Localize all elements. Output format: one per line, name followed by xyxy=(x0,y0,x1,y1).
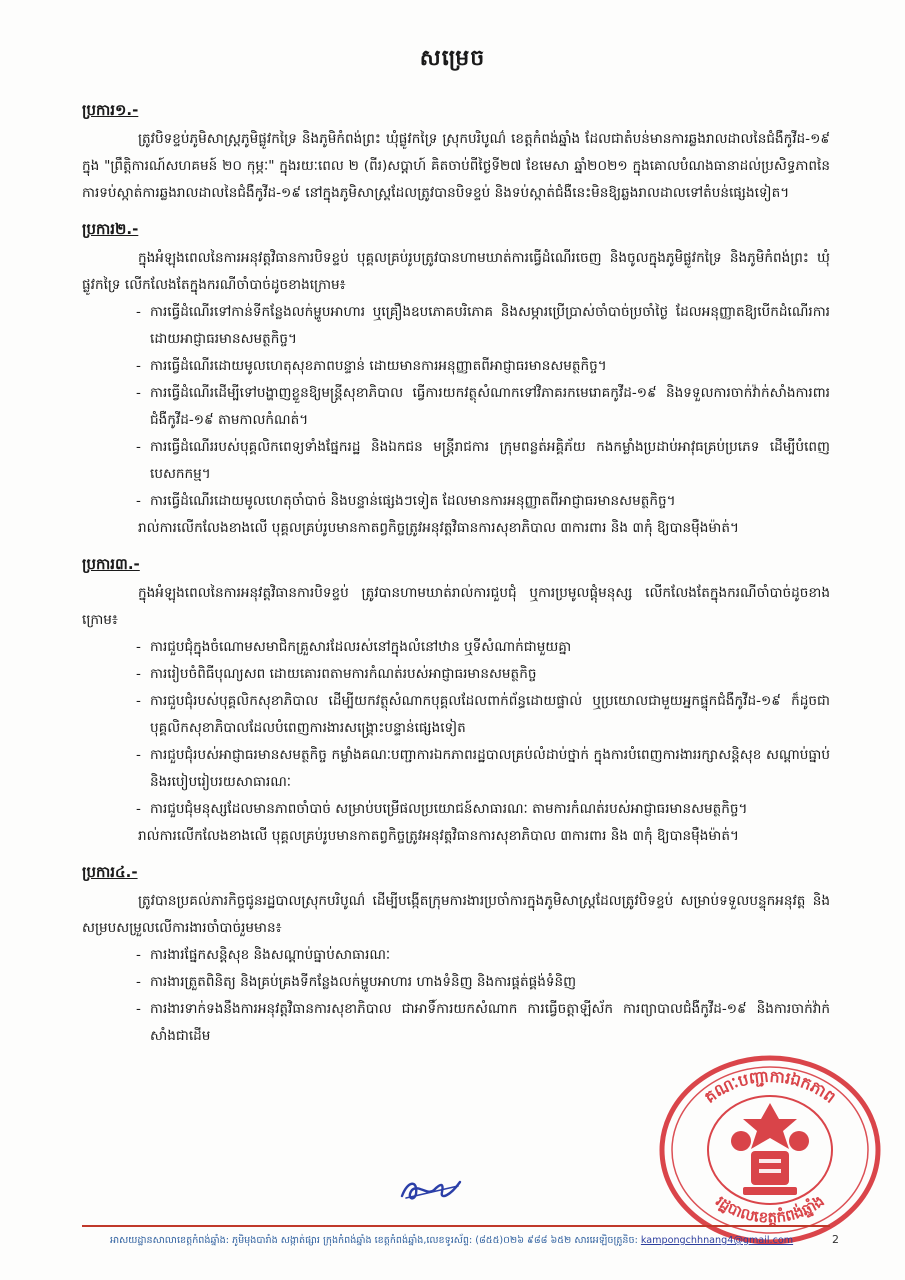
list-item: - ការធ្វើដំណើរដើម្បីទៅបង្ហាញខ្លួនឱ្យមន្ត្រីសុខាភិបាល ធ្វើការយកវត្ថុសំណាកទៅវិភាគរកមេរោគកូវីដ-១៩ និងទទួលការចាក់វ៉ាក់សាំងការពារជំងឺកូវីដ-១៩ តាមកាលកំណត់។ xyxy=(136,380,830,434)
list-item: - ការធ្វើដំណើរដោយមូលហេតុចាំបាច់ និងបន្ទាន់ផ្សេងៗទៀត ដែលមានការអនុញ្ញាតពីអាជ្ញាធរមានសមត្ថកិច្ច។ xyxy=(136,488,830,515)
document-body xyxy=(82,92,830,1060)
article-4 xyxy=(82,860,830,1050)
task-list xyxy=(82,942,830,1050)
footer-email-link[interactable]: kampongchhnang4@gmail.com xyxy=(640,1235,794,1246)
footer-address: អាសយដ្ឋានសាលាខេត្តកំពង់ឆ្នាំង: ភូមិមុងបារាំង សង្កាត់ផ្សារ ក្រុងកំពង់ឆ្នាំង ខេត្តកំពង់ឆ្នាំង,លេខទូរស័ព្ទ: (៨៥៥)០២៦ ៩៨៨ ៦៥២ សារអេឡិចត្រូនិច: xyxy=(110,1235,638,1246)
list-item: - ការជួបជុំរបស់អាជ្ញាធរមានសមត្ថកិច្ច កម្លាំងគណៈបញ្ជាការឯកភាពរដ្ឋបាលគ្រប់លំដាប់ថ្នាក់ ក្នុងការបំពេញការងាររក្សាសន្តិសុខ សណ្តាប់ធ្នាប់ និងរបៀបរៀបរយសាធារណៈ xyxy=(136,742,830,796)
page-number: 2 xyxy=(832,1233,839,1246)
official-seal-icon xyxy=(655,1045,885,1245)
svg-text:រដ្ឋបាលខេត្តកំពង់ឆ្នាំង xyxy=(712,1192,827,1227)
list-item: - ការជួបជុំក្នុងចំណោមសមាជិកគ្រួសារដែលរស់នៅក្នុងលំនៅឋាន ឬទីសំណាក់ជាមួយគ្នា xyxy=(136,634,830,661)
list-item: - ការជួបជុំរបស់បុគ្គលិកសុខាភិបាល ដើម្បីយកវត្ថុសំណាកបុគ្គលដែលពាក់ព័ន្ធដោយផ្ទាល់ ឬប្រយោលជាមួយអ្នកផ្ទុកជំងឺកូវីដ-១៩ ក៏ដូចជាបុគ្គលិកសុខាភិបាលដែលបំពេញការងារសង្គ្រោះបន្ទាន់ផ្សេងទៀត xyxy=(136,688,830,742)
seal-bottom-text: រដ្ឋបាលខេត្តកំពង់ឆ្នាំង xyxy=(712,1191,828,1227)
list-item: - ការងារទាក់ទងនឹងការអនុវត្តវិធានការសុខាភិបាល ជាអាទិ៍ការយកសំណាក ការធ្វើចត្តាឡីស័ក ការព្យាបាលជំងឺកូវីដ-១៩ និងការចាក់វ៉ាក់សាំងជាដើម xyxy=(136,996,830,1050)
article-heading: ប្រការ២.- xyxy=(82,220,139,238)
footer-divider xyxy=(82,1225,830,1227)
article-paragraph: ក្នុងអំឡុងពេលនៃការអនុវត្តវិធានការបិទខ្ទប់ បុគ្គលគ្រប់រូបត្រូវបានហាមឃាត់ការធ្វើដំណើរចេញ និងចូលក្នុងភូមិផ្លូវកទ្រៃ និងភូមិកំពង់ព្រះ ឃុំផ្លូវកទ្រៃ លើកលែងតែក្នុងករណីចាំបាច់ដូចខាងក្រោម៖ xyxy=(82,250,830,293)
article-heading: ប្រការ១.- xyxy=(82,101,139,119)
list-item: - ការធ្វើដំណើរទៅកាន់ទីកន្លែងលក់ម្ហូបអាហារ ឬគ្រឿងឧបភោគបរិភោគ និងសម្ភារប្រើប្រាស់ចាំបាច់ប្រចាំថ្ងៃ ដែលអនុញ្ញាតឱ្យបើកដំណើរការដោយអាជ្ញាធរមានសមត្ថកិច្ច។ xyxy=(136,299,830,353)
signature-icon xyxy=(398,1174,468,1204)
list-item: - ការងារត្រួតពិនិត្យ និងគ្រប់គ្រងទីកន្លែងលក់ម្ហូបអាហារ ហាងទំនិញ និងការផ្គត់ផ្គង់ទំនិញ xyxy=(136,969,830,996)
article-paragraph: ត្រូវបានប្រគល់ភារកិច្ចជូនរដ្ឋបាលស្រុកបរិបូណ៌ ដើម្បីបង្កើតក្រុមការងារប្រចាំការក្នុងភូមិសាស្ត្រដែលត្រូវបិទខ្ទប់ សម្រាប់ទទួលបន្ទុកអនុវត្ត និងសម្របសម្រួលលើការងារចាំបាច់រួមមាន៖ xyxy=(82,893,830,936)
list-item: - ការរៀបចំពិធីបុណ្យសព ដោយគោរពតាមការកំណត់របស់អាជ្ញាធរមានសមត្ថកិច្ច xyxy=(136,661,830,688)
article-1 xyxy=(82,98,830,207)
article-heading: ប្រការ៣.- xyxy=(82,555,140,573)
footer xyxy=(110,1234,830,1248)
article-paragraph: ក្នុងអំឡុងពេលនៃការអនុវត្តវិធានការបិទខ្ទប់ ត្រូវបានហាមឃាត់រាល់ការជួបជុំ ឬការប្រមូលផ្តុំមនុស្ស លើកលែងតែក្នុងករណីចាំបាច់ដូចខាងក្រោម៖ xyxy=(82,585,830,628)
article-3 xyxy=(82,552,830,850)
article-paragraph: ត្រូវបិទខ្ទប់ភូមិសាស្ត្រភូមិផ្លូវកទ្រៃ និងភូមិកំពង់ព្រះ ឃុំផ្លូវកទ្រៃ ស្រុកបរិបូណ៌ ខេត្តកំពង់ឆ្នាំង ដែលជាតំបន់មានការឆ្លងរាលដាលនៃជំងឺកូវីដ-១៩ ក្នុង "ព្រឹត្តិការណ៍សហគមន៍ ២០ កុម្ភៈ" ក្នុងរយៈពេល ២ (ពីរ)សប្តាហ៍ គិតចាប់ពីថ្ងៃទី២៧ ខែមេសា ឆ្នាំ២០២១ ក្នុងគោលបំណងធានាដល់ប្រសិទ្ធភាពនៃការទប់ស្កាត់ការឆ្លងរាលដាលនៃជំងឺកូវីដ-១៩ នៅក្នុងភូមិសាស្ត្រដែលត្រូវបានបិទខ្ទប់ និងទប់ស្កាត់ជំងឺនេះមិនឱ្យឆ្លងរាលដាលទៅតំបន់ផ្សេងទៀត។ xyxy=(82,131,830,201)
article-closing: រាល់ការលើកលែងខាងលើ បុគ្គលគ្រប់រូបមានកាតព្វកិច្ចត្រូវអនុវត្តវិធានការសុខាភិបាល ៣ការពារ និង ៣កុំ ឱ្យបានម៉ឺងម៉ាត់។ xyxy=(138,520,739,536)
list-item: - ការងារផ្នែកសន្តិសុខ និងសណ្តាប់ធ្នាប់សាធារណៈ xyxy=(136,942,830,969)
seal-top-text: គណៈបញ្ជាការឯកភាព xyxy=(700,1066,840,1107)
svg-text:គណៈបញ្ជាការឯកភាព xyxy=(701,1067,840,1107)
document-title: សម្រេច xyxy=(419,46,486,71)
list-item: - ការជួបជុំមនុស្សដែលមានភាពចាំបាច់ សម្រាប់បម្រើផលប្រយោជន៍សាធារណៈ តាមការកំណត់របស់អាជ្ញាធរមានសមត្ថកិច្ច។ xyxy=(136,796,830,823)
exception-list xyxy=(82,634,830,823)
article-2 xyxy=(82,217,830,542)
exception-list xyxy=(82,299,830,515)
article-closing: រាល់ការលើកលែងខាងលើ បុគ្គលគ្រប់រូបមានកាតព្វកិច្ចត្រូវអនុវត្តវិធានការសុខាភិបាល ៣ការពារ និង ៣កុំ ឱ្យបានម៉ឺងម៉ាត់។ xyxy=(138,828,739,844)
article-heading: ប្រការ៤.- xyxy=(82,863,138,881)
list-item: - ការធ្វើដំណើរដោយមូលហេតុសុខភាពបន្ទាន់ ដោយមានការអនុញ្ញាតពីអាជ្ញាធរមានសមត្ថកិច្ច។ xyxy=(136,353,830,380)
list-item: - ការធ្វើដំណើររបស់បុគ្គលិកពេទ្យទាំងផ្នែករដ្ឋ និងឯកជន មន្ត្រីរាជការ ក្រុមពន្លត់អគ្គិភ័យ កងកម្លាំងប្រដាប់អាវុធគ្រប់ប្រភេទ ដើម្បីបំពេញបេសកកម្ម។ xyxy=(136,434,830,488)
